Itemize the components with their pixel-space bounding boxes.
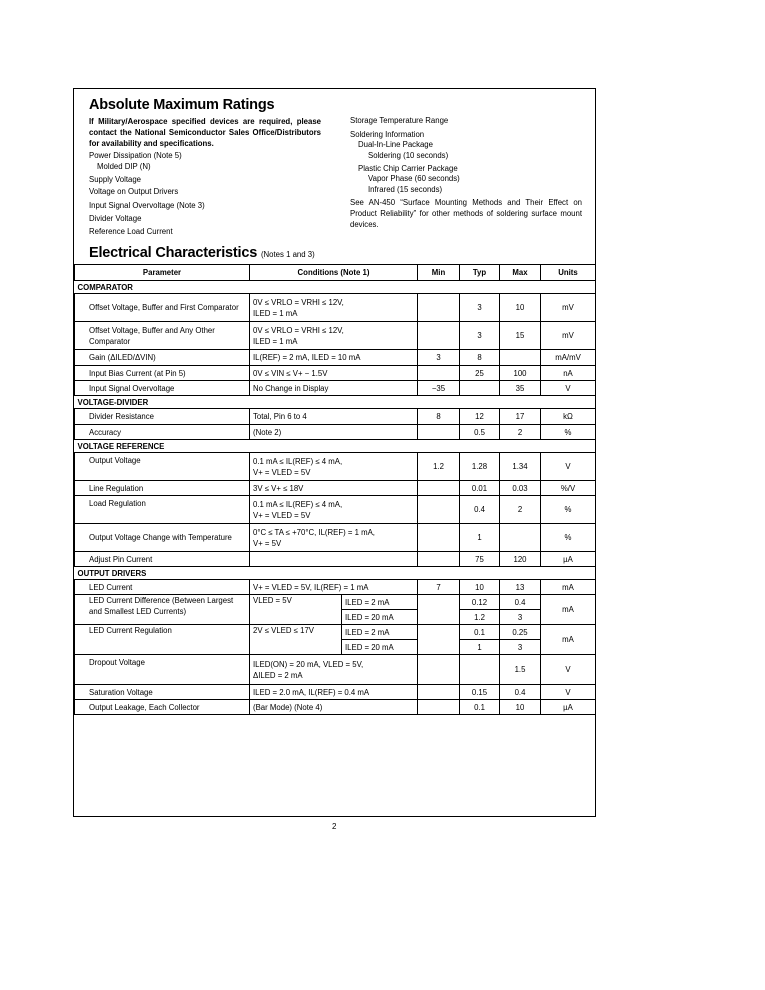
param-cell: Output Voltage: [75, 453, 250, 481]
table-row: [75, 425, 596, 440]
max-cell: 0.25: [500, 625, 541, 640]
cond-line: 0V ≤ VRLO = VRHI ≤ 12V,: [253, 297, 344, 307]
typ-cell: 0.4: [460, 496, 500, 524]
units-cell: µA: [541, 700, 596, 715]
cond-line: 0°C ≤ TA ≤ +70°C, IL(REF) = 1 mA,: [253, 527, 375, 537]
cond-cell: IL(REF) = 2 mA, ILED = 10 mA: [250, 350, 418, 366]
amr-row-label: Storage Temperature Range: [350, 116, 449, 125]
table-row: [75, 580, 596, 595]
min-cell: [418, 322, 460, 350]
cond-cell: VLED = 5V: [250, 595, 342, 625]
table-row: [75, 524, 596, 552]
typ-cell: 0.1: [460, 700, 500, 715]
param-cell: Offset Voltage, Buffer and First Comparator: [75, 294, 250, 322]
typ-cell: 0.5: [460, 425, 500, 440]
units-cell: %/V: [541, 481, 596, 496]
amr-row-label: Plastic Chip Carrier Package: [358, 164, 458, 173]
typ-cell: 12: [460, 409, 500, 425]
units-cell: V: [541, 655, 596, 685]
param-cell: Load Regulation: [75, 496, 250, 524]
typ-cell: 1.2: [460, 610, 500, 625]
table-row: [75, 350, 596, 366]
cond-line: ΔILED = 2 mA: [253, 670, 303, 680]
an450-note: See AN-450 “Surface Mounting Methods and Their Effect on Product Reliability” for other methods of soldering surface mount devices.: [350, 198, 582, 229]
units-cell: mA: [541, 625, 596, 655]
param-cell: Accuracy: [75, 425, 250, 440]
section-header: VOLTAGE-DIVIDER: [75, 396, 596, 409]
min-cell: [418, 294, 460, 322]
param-cell: Output Voltage Change with Temperature: [75, 524, 250, 552]
max-cell: 1.5: [500, 655, 541, 685]
ec-title-text: Electrical Characteristics: [89, 245, 258, 261]
cond-line: V+ = 5V: [253, 538, 282, 548]
col-header: Units: [541, 265, 596, 281]
ec-subtitle: (Notes 1 and 3): [260, 250, 315, 259]
table-row: [75, 655, 596, 685]
max-cell: 120: [500, 552, 541, 567]
amr-row-label: Soldering Information: [350, 130, 425, 139]
min-cell: 3: [418, 350, 460, 366]
units-cell: mV: [541, 294, 596, 322]
table-row: [75, 685, 596, 700]
param-cell: Line Regulation: [75, 481, 250, 496]
max-cell: 2: [500, 496, 541, 524]
typ-cell: 0.12: [460, 595, 500, 610]
max-cell: 0.4: [500, 595, 541, 610]
units-cell: %: [541, 425, 596, 440]
subcond-cell: ILED = 2 mA: [342, 595, 418, 610]
param-cell: Input Bias Current (at Pin 5): [75, 366, 250, 381]
min-cell: [418, 685, 460, 700]
units-cell: mA: [541, 595, 596, 625]
table-row: [75, 595, 596, 610]
ec-title: [89, 245, 315, 261]
max-cell: 15: [500, 322, 541, 350]
typ-cell: [460, 381, 500, 396]
cond-cell: [250, 496, 418, 524]
min-cell: 1.2: [418, 453, 460, 481]
param-cell: Output Leakage, Each Collector: [75, 700, 250, 715]
min-cell: [418, 655, 460, 685]
table-row: [75, 700, 596, 715]
typ-cell: 25: [460, 366, 500, 381]
param-cell: Dropout Voltage: [75, 655, 250, 685]
subcond-cell: ILED = 20 mA: [342, 640, 418, 655]
page-number: 2: [332, 822, 337, 831]
col-header: Min: [418, 265, 460, 281]
typ-cell: [460, 655, 500, 685]
col-header: Parameter: [75, 265, 250, 281]
max-cell: 0.4: [500, 685, 541, 700]
section-header: VOLTAGE REFERENCE: [75, 440, 596, 453]
cond-line: ILED = 1 mA: [253, 308, 298, 318]
max-cell: 13: [500, 580, 541, 595]
typ-cell: 1.28: [460, 453, 500, 481]
amr-row-label: Soldering (10 seconds): [368, 151, 449, 160]
table-row: [75, 453, 596, 481]
max-cell: 10: [500, 700, 541, 715]
table-row: [75, 625, 596, 640]
min-cell: [418, 552, 460, 567]
min-cell: [418, 524, 460, 552]
typ-cell: 75: [460, 552, 500, 567]
min-cell: [418, 481, 460, 496]
param-cell: Divider Resistance: [75, 409, 250, 425]
cond-cell: [250, 322, 418, 350]
units-cell: V: [541, 381, 596, 396]
param-cell: Adjust Pin Current: [75, 552, 250, 567]
min-cell: [418, 496, 460, 524]
max-cell: 35: [500, 381, 541, 396]
units-cell: mA/mV: [541, 350, 596, 366]
amr-row-label: Infrared (15 seconds): [368, 185, 443, 194]
cond-line: V+ = VLED = 5V: [253, 510, 311, 520]
param-cell: Gain (ΔILED/ΔVIN): [75, 350, 250, 366]
table-row: [75, 381, 596, 396]
table-row: [75, 322, 596, 350]
cond-line: ILED = 1 mA: [253, 336, 298, 346]
max-cell: 1.34: [500, 453, 541, 481]
section-header: OUTPUT DRIVERS: [75, 567, 596, 580]
amr-row-label: Divider Voltage: [89, 214, 142, 223]
ec-table: [74, 264, 596, 715]
param-cell: LED Current Regulation: [75, 625, 250, 655]
max-cell: 0.03: [500, 481, 541, 496]
max-cell: 2: [500, 425, 541, 440]
min-cell: [418, 625, 460, 655]
min-cell: [418, 700, 460, 715]
min-cell: −35: [418, 381, 460, 396]
typ-cell: 0.15: [460, 685, 500, 700]
param-cell: Input Signal Overvoltage: [75, 381, 250, 396]
min-cell: 7: [418, 580, 460, 595]
cond-line: 0V ≤ VRLO = VRHI ≤ 12V,: [253, 325, 344, 335]
param-cell: Offset Voltage, Buffer and Any Other Comparator: [75, 322, 250, 350]
col-header: Conditions (Note 1): [250, 265, 418, 281]
table-row: [75, 366, 596, 381]
cond-cell: 0V ≤ VIN ≤ V+ − 1.5V: [250, 366, 418, 381]
amr-row-label: Supply Voltage: [89, 175, 142, 184]
amr-row-label: Molded DIP (N): [97, 162, 151, 171]
max-cell: 3: [500, 640, 541, 655]
cond-cell: [250, 524, 418, 552]
typ-cell: 3: [460, 294, 500, 322]
cond-line: 0.1 mA ≤ IL(REF) ≤ 4 mA,: [253, 456, 343, 466]
cond-line: ILED(ON) = 20 mA, VLED = 5V,: [253, 659, 364, 669]
units-cell: V: [541, 685, 596, 700]
cond-cell: [250, 294, 418, 322]
amr-row-label: Dual-In-Line Package: [358, 140, 433, 149]
cond-line: 0.1 mA ≤ IL(REF) ≤ 4 mA,: [253, 499, 343, 509]
min-cell: [418, 366, 460, 381]
typ-cell: 10: [460, 580, 500, 595]
section-header: COMPARATOR: [75, 281, 596, 294]
param-cell: LED Current Difference (Between Largest and Smallest LED Currents): [75, 595, 250, 625]
military-note: If Military/Aerospace specified devices are required, please contact the National Semiconductor Sales Office/Distributors for availability and specifications.: [89, 117, 321, 148]
units-cell: kΩ: [541, 409, 596, 425]
units-cell: V: [541, 453, 596, 481]
amr-row-label: Reference Load Current: [89, 227, 173, 236]
typ-cell: 0.1: [460, 625, 500, 640]
max-cell: 10: [500, 294, 541, 322]
max-cell: [500, 350, 541, 366]
table-row: [75, 496, 596, 524]
cond-cell: (Bar Mode) (Note 4): [250, 700, 418, 715]
param-cell: LED Current: [75, 580, 250, 595]
typ-cell: 3: [460, 322, 500, 350]
table-row: [75, 552, 596, 567]
typ-cell: 1: [460, 640, 500, 655]
cond-cell: [250, 552, 418, 567]
typ-cell: 0.01: [460, 481, 500, 496]
cond-cell: [250, 655, 418, 685]
min-cell: [418, 425, 460, 440]
subcond-cell: ILED = 2 mA: [342, 625, 418, 640]
max-cell: 100: [500, 366, 541, 381]
cond-cell: 2V ≤ VLED ≤ 17V: [250, 625, 342, 655]
cond-line: V+ = VLED = 5V: [253, 467, 311, 477]
units-cell: nA: [541, 366, 596, 381]
header-row: [75, 265, 596, 281]
cond-cell: No Change in Display: [250, 381, 418, 396]
col-header: Max: [500, 265, 541, 281]
cond-cell: V+ = VLED = 5V, IL(REF) = 1 mA: [250, 580, 418, 595]
min-cell: 8: [418, 409, 460, 425]
table-row: [75, 409, 596, 425]
cond-cell: Total, Pin 6 to 4: [250, 409, 418, 425]
max-cell: 17: [500, 409, 541, 425]
cond-cell: ILED = 2.0 mA, IL(REF) = 0.4 mA: [250, 685, 418, 700]
subcond-cell: ILED = 20 mA: [342, 610, 418, 625]
amr-row-label: Voltage on Output Drivers: [89, 187, 179, 196]
cond-cell: [250, 453, 418, 481]
units-cell: µA: [541, 552, 596, 567]
cond-cell: 3V ≤ V+ ≤ 18V: [250, 481, 418, 496]
param-cell: Saturation Voltage: [75, 685, 250, 700]
amr-row-label: Power Dissipation (Note 5): [89, 151, 182, 160]
amr-title: Absolute Maximum Ratings: [89, 97, 275, 113]
table-row: [75, 481, 596, 496]
amr-row-label: Input Signal Overvoltage (Note 3): [89, 201, 205, 210]
amr-row-label: Vapor Phase (60 seconds): [368, 174, 460, 183]
units-cell: %: [541, 496, 596, 524]
table-row: [75, 294, 596, 322]
units-cell: %: [541, 524, 596, 552]
max-cell: 3: [500, 610, 541, 625]
max-cell: [500, 524, 541, 552]
units-cell: mA: [541, 580, 596, 595]
col-header: Typ: [460, 265, 500, 281]
min-cell: [418, 595, 460, 625]
units-cell: mV: [541, 322, 596, 350]
cond-cell: (Note 2): [250, 425, 418, 440]
typ-cell: 8: [460, 350, 500, 366]
typ-cell: 1: [460, 524, 500, 552]
